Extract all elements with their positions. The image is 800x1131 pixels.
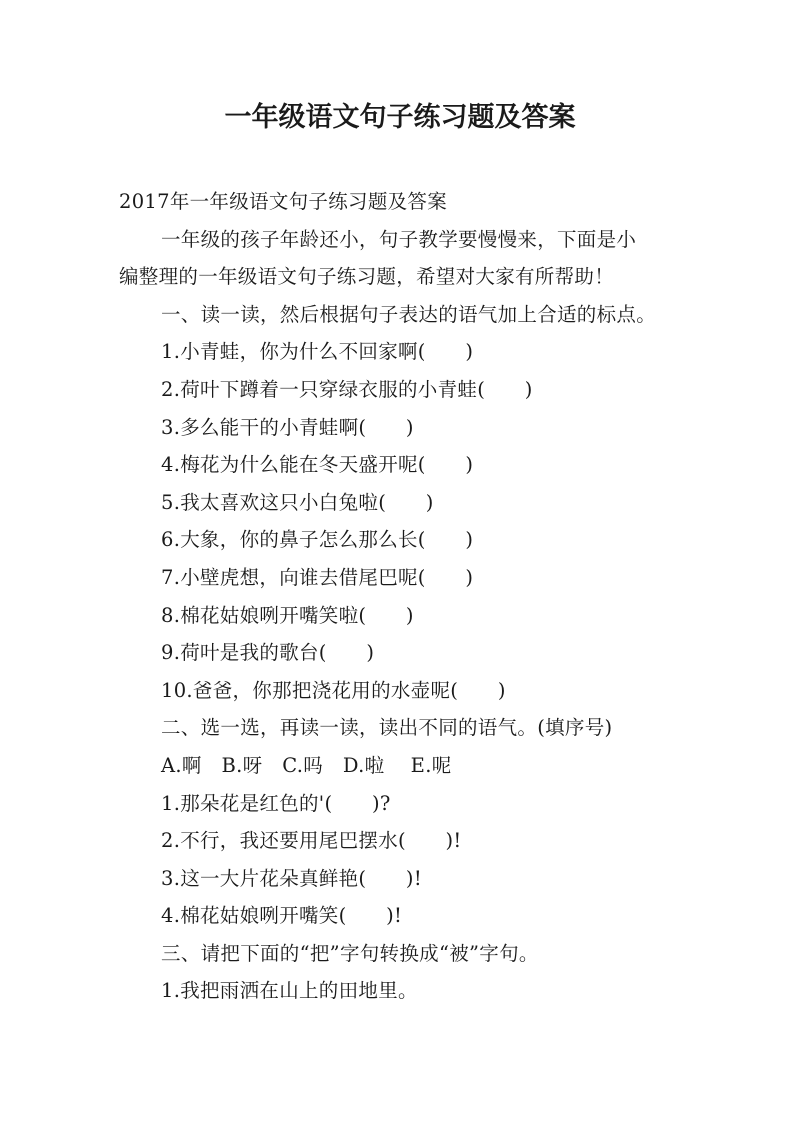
section-2-item: 1.那朵花是红色的'( )? [161, 791, 391, 815]
section-1-item: 1.小青蛙，你为什么不回家啊( ) [161, 340, 474, 364]
section-2-item: 3.这一大片花朵真鲜艳( )! [161, 866, 422, 890]
intro-paragraph-line-2: 编整理的一年级语文句子练习题，希望对大家有所帮助！ [119, 265, 615, 289]
intro-paragraph-line-1: 一年级的孩子年龄还小，句子教学要慢慢来，下面是小 [161, 227, 637, 251]
section-1-item: 10.爸爸，你那把浇花用的水壶呢( ) [161, 678, 506, 702]
section-1-item: 4.梅花为什么能在冬天盛开呢( ) [161, 453, 474, 477]
section-1-item: 6.大象，你的鼻子怎么那么长( ) [161, 528, 474, 552]
section-1-item: 5.我太喜欢这只小白兔啦( ) [161, 490, 434, 514]
section-3-heading: 三、请把下面的“把”字句转换成“被”字句。 [161, 941, 539, 965]
section-1-item: 9.荷叶是我的歌台( ) [161, 641, 375, 665]
section-3-item: 1.我把雨洒在山上的田地里。 [161, 979, 418, 1003]
section-1-item: 3.多么能干的小青蛙啊( ) [161, 415, 414, 439]
document-title: 一年级语文句子练习题及答案 [224, 102, 576, 133]
section-2-heading: 二、选一选，再读一读，读出不同的语气。(填序号) [161, 716, 613, 740]
section-1-item: 7.小壁虎想，向谁去借尾巴呢( ) [161, 565, 474, 589]
document-subtitle: 2017年一年级语文句子练习题及答案 [119, 190, 448, 213]
document-body [119, 183, 689, 1010]
section-1-item: 8.棉花姑娘咧开嘴笑啦( ) [161, 603, 414, 627]
section-2-options: A.啊 B.呀 C.吗 D.啦 E.呢 [161, 753, 452, 777]
section-2-item: 2.不行，我还要用尾巴摆水( )! [161, 829, 462, 853]
section-1-heading: 一、读一读，然后根据句子表达的语气加上合适的标点。 [161, 302, 657, 326]
section-1-item: 2.荷叶下蹲着一只穿绿衣服的小青蛙( ) [161, 377, 533, 401]
section-2-item: 4.棉花姑娘咧开嘴笑( )! [161, 904, 403, 928]
